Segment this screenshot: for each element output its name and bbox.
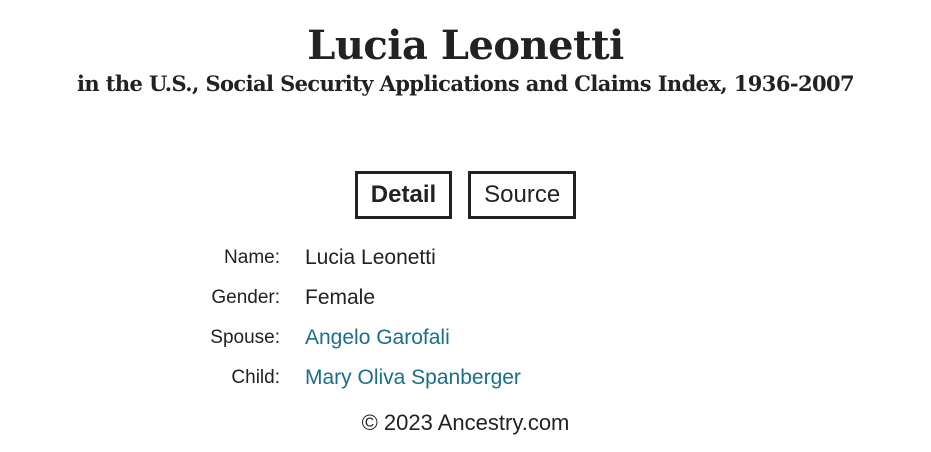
name-label: Name: [224, 247, 280, 268]
child-link[interactable]: Mary Oliva Spanberger [305, 366, 521, 389]
detail-row-spouse [0, 318, 931, 358]
collection-subtitle: in the U.S., Social Security Applications and Claims Index, 1936-2007 [77, 71, 854, 96]
gender-value: Female [305, 286, 376, 309]
name-value: Lucia Leonetti [305, 246, 436, 269]
gender-label: Gender: [211, 287, 280, 308]
detail-row-name [0, 238, 931, 278]
record-details [0, 238, 931, 398]
record-tabs [0, 171, 931, 219]
detail-row-child [0, 358, 931, 398]
spouse-link[interactable]: Angelo Garofali [305, 326, 450, 349]
child-label: Child: [231, 367, 280, 388]
tab-source[interactable]: Source [468, 171, 576, 219]
tab-detail[interactable]: Detail [355, 171, 452, 219]
page-title: Lucia Leonetti [307, 22, 624, 69]
record-header [0, 0, 931, 98]
spouse-label: Spouse: [210, 327, 280, 348]
copyright-footer: © 2023 Ancestry.com [361, 410, 570, 435]
detail-row-gender [0, 278, 931, 318]
